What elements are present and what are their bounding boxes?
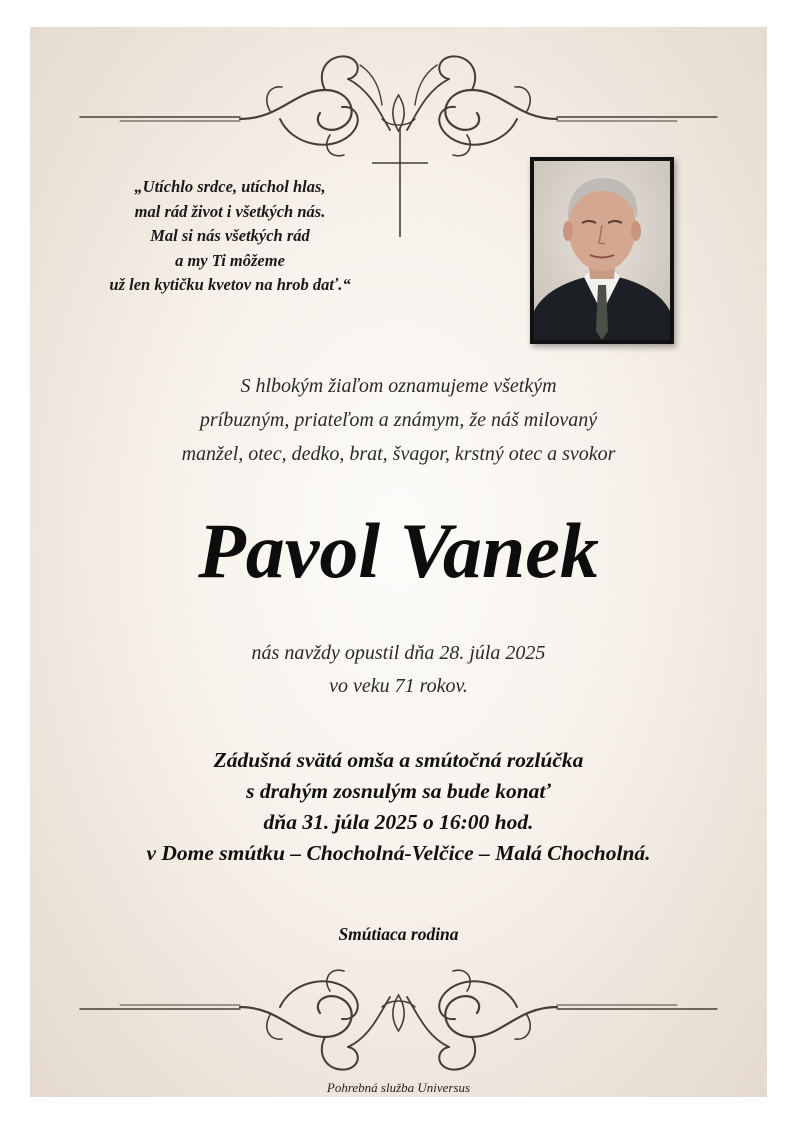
ceremony-line: Zádušná svätá omša a smútočná rozlúčka bbox=[213, 748, 584, 772]
portrait-frame bbox=[530, 157, 674, 344]
age-line: vo veku 71 rokov. bbox=[329, 675, 468, 697]
deceased-name: Pavol Vanek bbox=[198, 507, 599, 594]
poem-line: už len kytičku kvetov na hrob dať.“ bbox=[109, 275, 351, 294]
memorial-poem bbox=[70, 175, 390, 298]
portrait-illustration-icon bbox=[534, 161, 670, 340]
family-signature: Smútiaca rodina bbox=[338, 924, 459, 944]
ornament-bottom-icon bbox=[30, 957, 767, 1087]
ceremony-details bbox=[30, 745, 767, 869]
poem-line: Mal si nás všetkých rád bbox=[150, 226, 310, 245]
death-info bbox=[30, 637, 767, 703]
ceremony-line: dňa 31. júla 2025 o 16:00 hod. bbox=[263, 810, 534, 834]
poem-line: mal rád život i všetkých nás. bbox=[134, 201, 326, 221]
funeral-service-credit: Pohrebná služba Universus bbox=[326, 1080, 471, 1095]
poem-line: „Utíchlo srdce, utíchol hlas, bbox=[134, 177, 326, 196]
poem-line: a my Ti môžeme bbox=[175, 250, 285, 270]
ceremony-line: s drahým zosnulým sa bude konať bbox=[246, 779, 551, 803]
death-date-line: nás navždy opustil dňa 28. júla 2025 bbox=[251, 642, 546, 664]
intro-line: príbuzným, priateľom a známym, že náš milovaný bbox=[199, 409, 598, 431]
announcement-intro bbox=[30, 369, 767, 471]
intro-line: S hlbokým žiaľom oznamujeme všetkým bbox=[240, 375, 557, 397]
ceremony-line: v Dome smútku – Chocholná-Velčice – Malá Chocholná. bbox=[146, 841, 651, 865]
intro-line: manžel, otec, dedko, brat, švagor, krstný otec a svokor bbox=[181, 443, 616, 465]
obituary-card bbox=[30, 27, 767, 1097]
portrait-photo bbox=[534, 161, 670, 340]
